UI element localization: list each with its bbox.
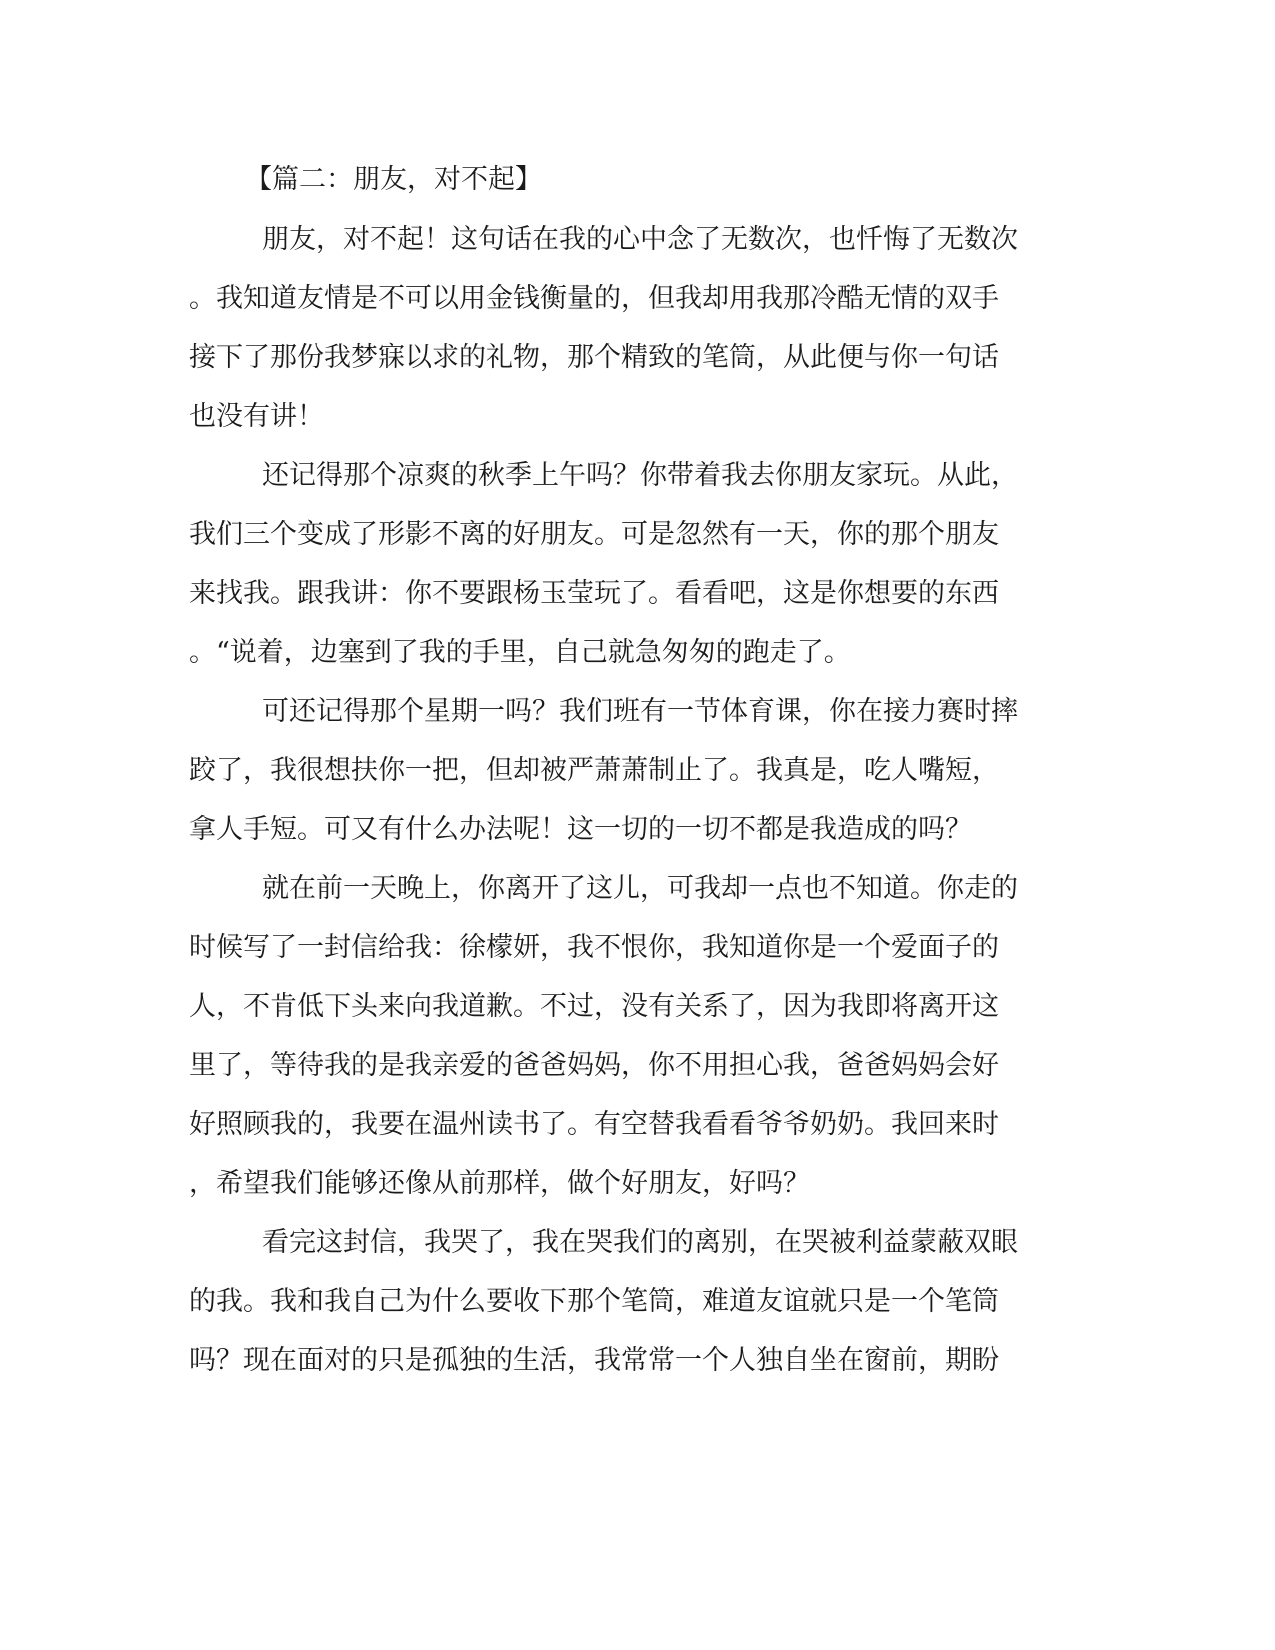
paragraph-5-line-3: 吗？现在面对的只是孤独的生活，我常常一个人独自坐在窗前，期盼 (189, 1345, 999, 1376)
paragraph-1-line-4: 也没有讲！ (189, 401, 324, 432)
paragraph-2-line-1: 还记得那个凉爽的秋季上午吗？你带着我去你朋友家玩。从此， (262, 460, 1018, 491)
paragraph-4-line-2: 时候写了一封信给我：徐檬妍，我不恨你，我知道你是一个爱面子的 (189, 932, 999, 963)
paragraph-1-line-3: 接下了那份我梦寐以求的礼物，那个精致的笔筒，从此便与你一句话 (189, 342, 999, 373)
paragraph-2-line-3: 来找我。跟我讲：你不要跟杨玉莹玩了。看看吧，这是你想要的东西 (189, 578, 999, 609)
paragraph-5-line-1: 看完这封信，我哭了，我在哭我们的离别，在哭被利益蒙蔽双眼 (262, 1227, 1018, 1258)
paragraph-4-line-5: 好照顾我的，我要在温州读书了。有空替我看看爷爷奶奶。我回来时 (189, 1109, 999, 1140)
paragraph-2-line-2: 我们三个变成了形影不离的好朋友。可是忽然有一天，你的那个朋友 (189, 519, 999, 550)
paragraph-3-line-1: 可还记得那个星期一吗？我们班有一节体育课，你在接力赛时摔 (262, 696, 1018, 727)
paragraph-4-line-3: 人，不肯低下头来向我道歉。不过，没有关系了，因为我即将离开这 (189, 991, 999, 1022)
paragraph-2-line-4: 。“说着，边塞到了我的手里，自己就急匆匆的跑走了。 (189, 637, 851, 668)
paragraph-4-line-6: ，希望我们能够还像从前那样，做个好朋友，好吗？ (189, 1168, 810, 1199)
paragraph-1-line-1: 朋友，对不起！这句话在我的心中念了无数次，也忏悔了无数次 (262, 224, 1018, 255)
paragraph-3-line-3: 拿人手短。可又有什么办法呢！这一切的一切不都是我造成的吗？ (189, 814, 972, 845)
section-heading: 【篇二：朋友，对不起】 (245, 164, 542, 195)
paragraph-4-line-1: 就在前一天晚上，你离开了这儿，可我却一点也不知道。你走的 (262, 873, 1018, 904)
paragraph-5-line-2: 的我。我和我自己为什么要收下那个笔筒，难道友谊就只是一个笔筒 (189, 1286, 999, 1317)
paragraph-1-line-2: 。我知道友情是不可以用金钱衡量的，但我却用我那冷酷无情的双手 (189, 283, 999, 314)
paragraph-3-line-2: 跤了，我很想扶你一把，但却被严萧萧制止了。我真是，吃人嘴短， (189, 755, 999, 786)
paragraph-4-line-4: 里了，等待我的是我亲爱的爸爸妈妈，你不用担心我，爸爸妈妈会好 (189, 1050, 999, 1081)
